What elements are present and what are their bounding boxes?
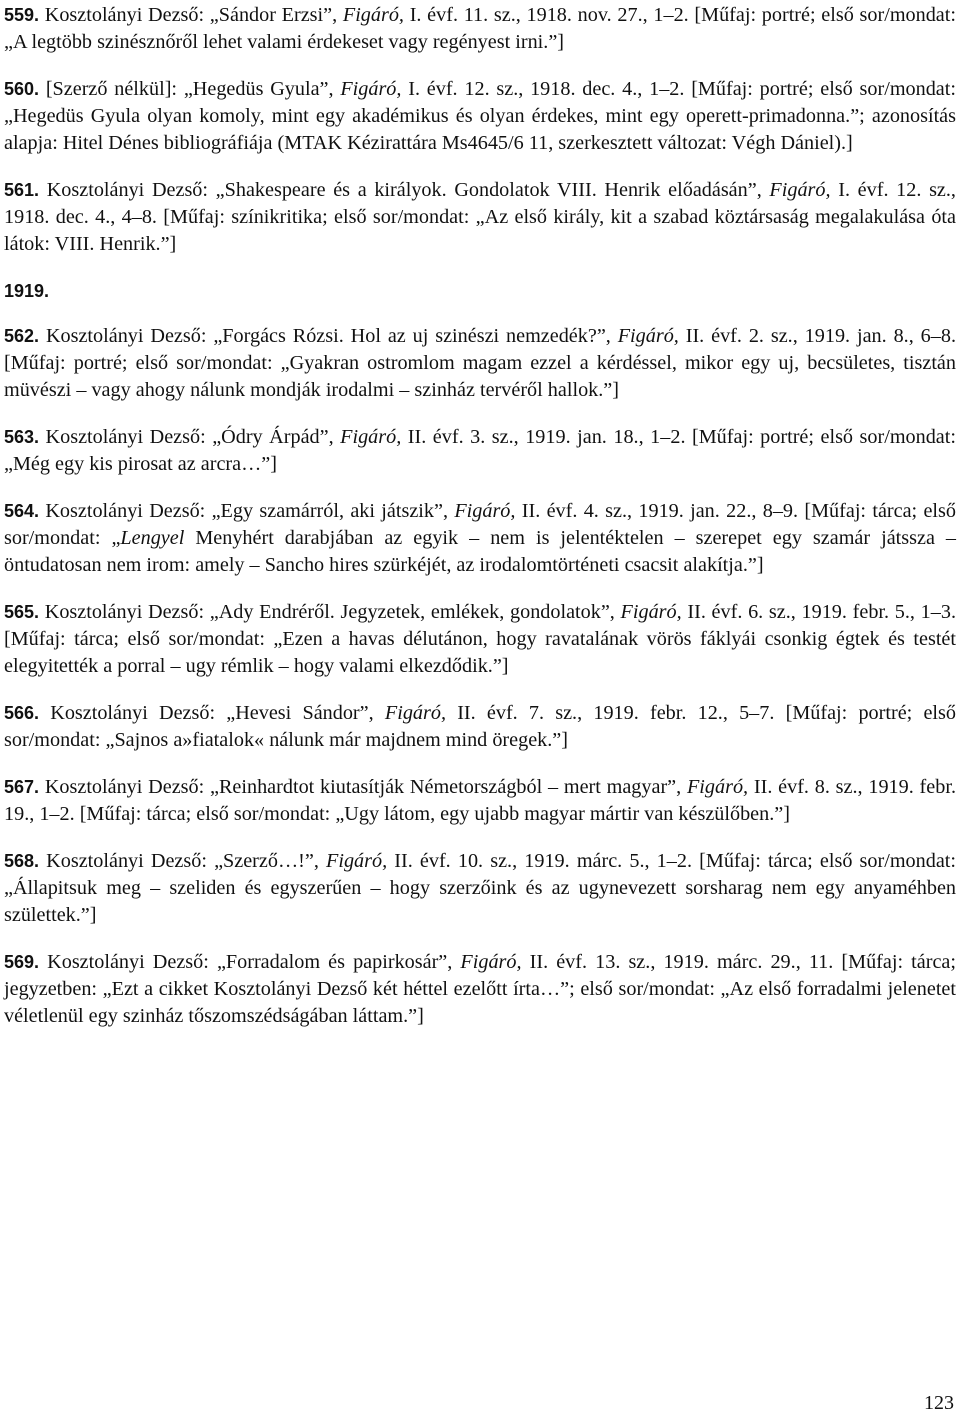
bibliography-entry-566 <box>4 700 956 754</box>
entry-text: Kosztolányi Dezső: „Forradalom és papirkosár”, <box>39 951 461 973</box>
journal-title: Figáró, <box>340 426 402 448</box>
entry-text: II. évf. 6. sz., 1919. febr. 5., 1–3. [Műfaj: tárca; első sor/mondat: „Ezen a havas délutánon, hogy ravatalának vörös fáklyái csonkig égtek és testét elegyitették a porral – ugy rémlik – hogy valami elkezdődik.”] <box>4 601 956 677</box>
bibliography-entry-567 <box>4 774 956 828</box>
document-page <box>4 2 956 1050</box>
entry-text: Kosztolányi Dezső: „Sándor Erzsi”, <box>39 4 343 26</box>
entry-number: 566. <box>4 703 40 723</box>
entry-number: 561. <box>4 180 40 200</box>
entry-number: 564. <box>4 501 40 521</box>
entry-text: II. évf. 3. sz., 1919. jan. 18., 1–2. [Műfaj: portré; első sor/mondat: „Még egy kis pirosat az arcra…”] <box>4 426 956 475</box>
entry-text: Kosztolányi Dezső: „Egy szamárról, aki játszik”, <box>39 500 455 522</box>
entry-number: 569. <box>4 952 40 972</box>
page-number: 123 <box>924 1392 954 1414</box>
italic-name: Lengyel <box>120 527 185 549</box>
entry-number: 568. <box>4 851 40 871</box>
entry-text: II. évf. 13. sz., 1919. márc. 29., 11. [Műfaj: tárca; jegyzetben: „Ezt a cikket Kosztolányi Dezső két héttel ezelőtt írta…”; első sor/mondat: „Az első forradalmi jelenetet véletlenül egy szinház tőszomszédságában láttam.”] <box>4 951 956 1027</box>
entry-number: 562. <box>4 326 40 346</box>
entry-text: Kosztolányi Dezső: „Szerző…!”, <box>39 850 327 872</box>
journal-title: Figáró, <box>384 702 446 724</box>
entry-number: 559. <box>4 5 40 25</box>
entry-number: 565. <box>4 602 40 622</box>
entry-number: 560. <box>4 79 40 99</box>
entries-1918 <box>4 2 956 258</box>
journal-title: Figáró, <box>620 601 682 623</box>
bibliography-entry-562 <box>4 323 956 404</box>
entry-text: Kosztolányi Dezső: „Ódry Árpád”, <box>39 426 341 448</box>
bibliography-entry-563 <box>4 424 956 478</box>
journal-title: Figáró, <box>340 78 402 100</box>
entry-text: I. évf. 11. sz., 1918. nov. 27., 1–2. [Műfaj: portré; első sor/mondat: „A legtöbb szinésznőről lehet valami érdekeset vagy regényest irni.”] <box>4 4 956 53</box>
entry-number: 567. <box>4 777 40 797</box>
entry-text: Kosztolányi Dezső: „Hevesi Sándor”, <box>39 702 385 724</box>
entry-text: II. évf. 10. sz., 1919. márc. 5., 1–2. [Műfaj: tárca; első sor/mondat: „Állapitsuk meg – szeliden és egyszerűen – hogy szerzőink és az ugynevezett sorsharag nem egy anyaméhben születtek.”] <box>4 850 956 926</box>
bibliography-entry-568 <box>4 848 956 929</box>
bibliography-entry-560 <box>4 76 956 157</box>
entry-text: Kosztolányi Dezső: „Reinhardtot kiutasítják Németországból – mert magyar”, <box>39 776 687 798</box>
entry-text: I. évf. 12. sz., 1918. dec. 4., 4–8. [Műfaj: színikritika; első sor/mondat: „Az első király, kit a szabad köztársaság megalakulása óta látok: VIII. Henrik.”] <box>4 179 956 255</box>
entry-text: Menyhért darabjában az egyik – nem is jelentéktelen – szerepet egy szamár játssza – öntudatosan nem irom: amely – Sancho hires szürkéjét, az irodalomtörténeti csacsit alakítja.”] <box>4 527 956 576</box>
journal-title: Figáró, <box>460 951 522 973</box>
entry-text: Kosztolányi Dezső: „Forgács Rózsi. Hol az uj szinészi nemzedék?”, <box>39 325 618 347</box>
journal-title: Figáró, <box>326 850 388 872</box>
entry-number: 563. <box>4 427 40 447</box>
bibliography-entry-561 <box>4 177 956 258</box>
bibliography-entry-564 <box>4 498 956 579</box>
bibliography-entry-569 <box>4 949 956 1030</box>
entry-text: [Szerző nélkül]: „Hegedüs Gyula”, <box>39 78 341 100</box>
entry-text: II. évf. 8. sz., 1919. febr. 19., 1–2. [Műfaj: tárca; első sor/mondat: „Ugy látom, egy ujabb magyar mártir van készülőben.”] <box>4 776 956 825</box>
journal-title: Figáró, <box>454 500 516 522</box>
journal-title: Figáró, <box>686 776 749 798</box>
journal-title: Figáró, <box>342 4 404 26</box>
entry-text: Kosztolányi Dezső: „Shakespeare és a királyok. Gondolatok VIII. Henrik előadásán”, <box>39 179 770 201</box>
year-heading: 1919. <box>4 281 50 301</box>
entry-text: I. évf. 12. sz., 1918. dec. 4., 1–2. [Műfaj: portré; első sor/mondat: „Hegedüs Gyula olyan komoly, mint egy akadémikus és olyan érdekes, mint egy operett-primadonna.”; azonosítás alapja: Hitel Dénes bibliográfiája (MTAK Kézirattára Ms4645/6 11, szerkesztett változat: Végh Dániel).] <box>4 78 956 154</box>
entry-text: Kosztolányi Dezső: „Ady Endréről. Jegyzetek, emlékek, gondolatok”, <box>39 601 621 623</box>
entries-1919 <box>4 323 956 1030</box>
bibliography-entry-565 <box>4 599 956 680</box>
journal-title: Figáró, <box>769 179 831 201</box>
entry-text: II. évf. 2. sz., 1919. jan. 8., 6–8. [Műfaj: portré; első sor/mondat: „Gyakran ostromlom magam ezzel a kérdéssel, mikor egy uj, becsületes, tisztán müvészi – vagy ahogy nálunk mondják irodalmi – szinház tervéről hallok.”] <box>4 325 956 401</box>
bibliography-entry-559 <box>4 2 956 56</box>
entry-text: II. évf. 4. sz., 1919. jan. 22., 8–9. [Műfaj: tárca; első sor/mondat: „ <box>4 500 956 549</box>
entry-text: II. évf. 7. sz., 1919. febr. 12., 5–7. [Műfaj: portré; első sor/mondat: „Sajnos a»fiatalok« nálunk már majdnem mind öregek.”] <box>4 702 956 751</box>
journal-title: Figáró, <box>617 325 679 347</box>
